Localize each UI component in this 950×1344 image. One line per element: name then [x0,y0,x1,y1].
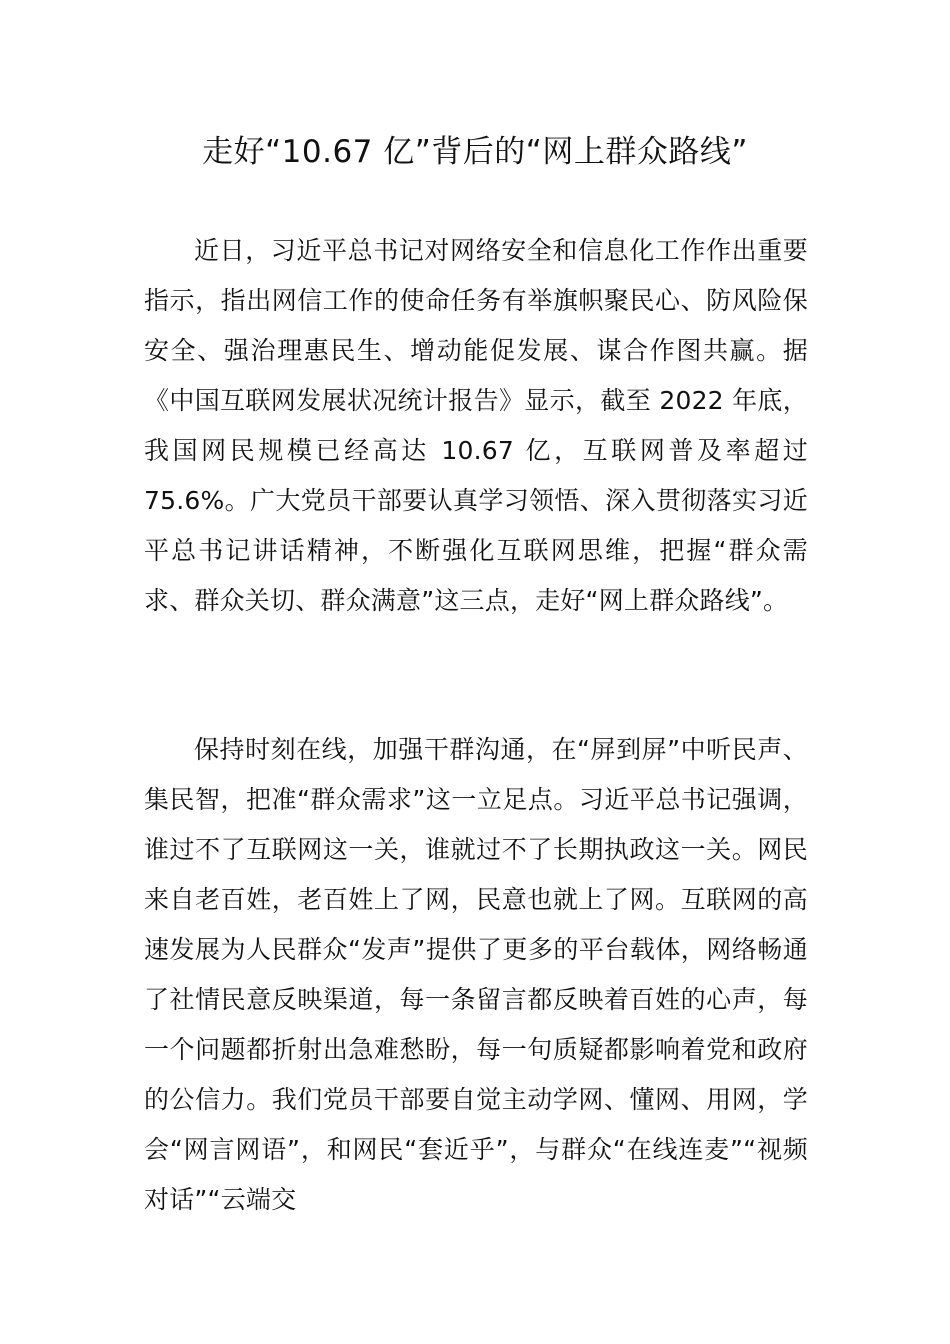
paragraph-intro: 近日，习近平总书记对网络安全和信息化工作作出重要指示，指出网信工作的使命任务有举旗帜聚民心、防风险保安全、强治理惠民生、增动能促发展、谋合作图共赢。据《中国互联网发展状况统计报告》显示，截至 2022 年底，我国网民规模已经高达 10.67 亿，互联网普及率超过 75.6%。广大党员干部要认真学习领悟、深入贯彻落实习近平总书记讲话精神，不断强化互联网思维，把握“群众需求、群众关切、群众满意”这三点，走好“网上群众路线”。 [144,236,808,615]
paragraph-stay-online: 保持时刻在线，加强干群沟通，在“屏到屏”中听民声、集民智，把准“群众需求”这一立足点。习近平总书记强调，谁过不了互联网这一关，谁就过不了长期执政这一关。网民来自老百姓，老百姓上了网，民意也就上了网。互联网的高速发展为人民群众“发声”提供了更多的平台载体，网络畅通了社情民意反映渠道，每一条留言都反映着百姓的心声，每一个问题都折射出急难愁盼，每一句质疑都影响着党和政府的公信力。我们党员干部要自觉主动学网、懂网、用网，学会“网言网语”，和网民“套近乎”，与群众“在线连麦”“视频对话”“云端交 [144,735,808,1214]
document-title: 走好“10.67 亿”背后的“网上群众路线” [202,134,748,170]
